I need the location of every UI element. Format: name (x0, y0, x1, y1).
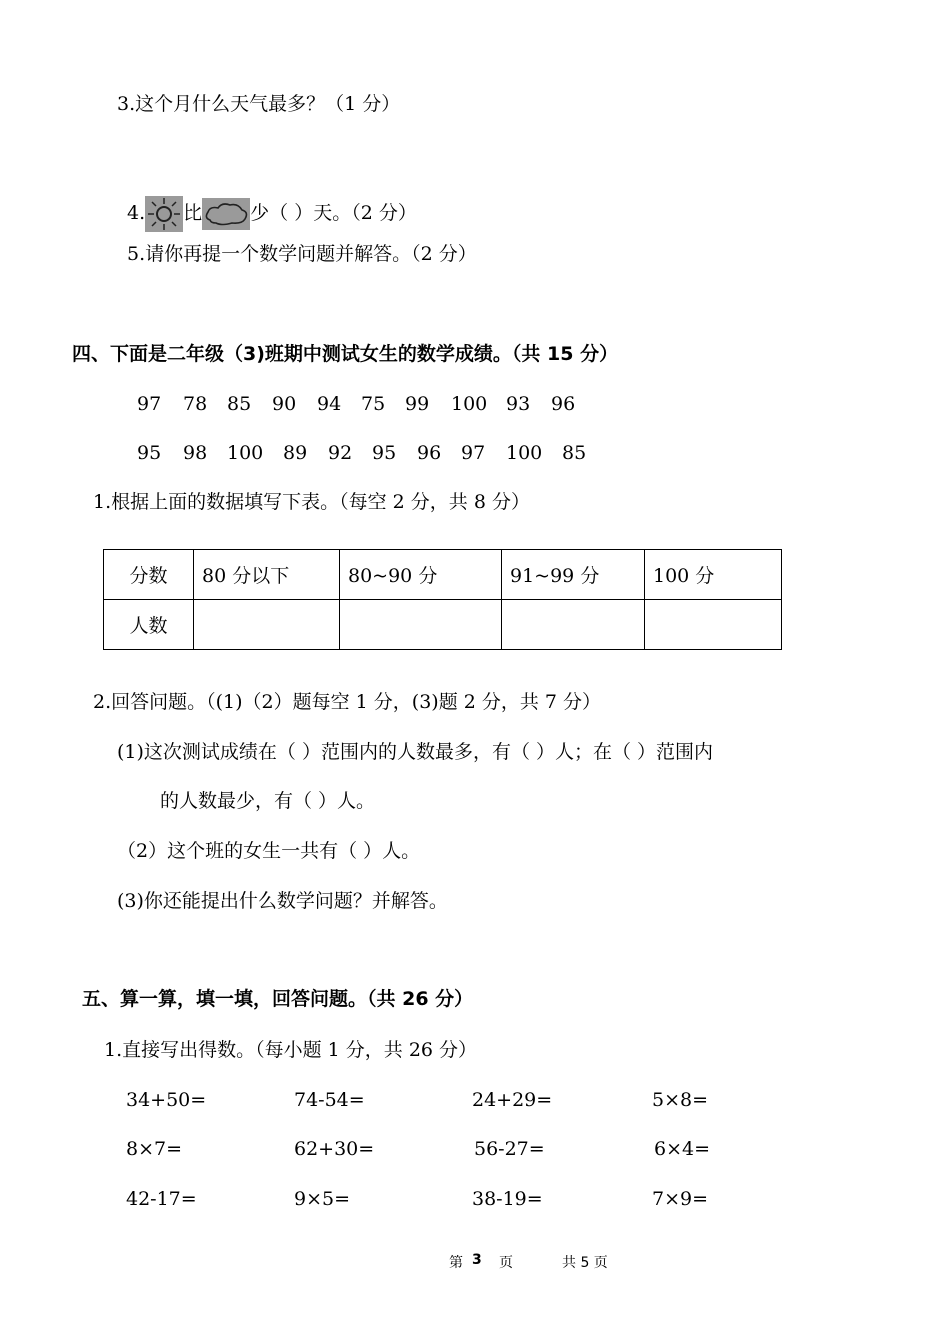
score-value: 85 (562, 442, 587, 464)
section-5-title: 五、算一算，填一填，回答问题。（共 26 分） (82, 988, 474, 1010)
q4-suffix: 少（ ）天。（2 分） (250, 202, 417, 224)
table-row-label: 人数 (104, 600, 194, 650)
arithmetic-problem: 24+29= (472, 1089, 553, 1111)
score-value: 97 (137, 393, 162, 415)
table-row (104, 600, 782, 650)
score-value: 89 (283, 442, 308, 464)
arithmetic-problem: 7×9= (652, 1188, 709, 1210)
score-value: 100 (506, 442, 543, 464)
footer-page-number: 3 (472, 1252, 482, 1268)
section-4-q2-3: (3)你还能提出什么数学问题？并解答。 (117, 890, 448, 912)
answer-cell[interactable] (502, 600, 645, 650)
table-header-cell: 100 分 (645, 550, 782, 600)
section-4-q2-1a: (1)这次测试成绩在（ ）范围内的人数最多，有（ ）人；在（ ）范围内 (117, 741, 714, 763)
arithmetic-problem: 6×4= (654, 1138, 711, 1160)
score-value: 92 (328, 442, 353, 464)
table-row (104, 550, 782, 600)
section-4-q2-1b: 的人数最少，有（ ）人。 (160, 790, 376, 812)
score-value: 95 (137, 442, 162, 464)
score-value: 96 (551, 393, 576, 415)
arithmetic-problem: 34+50= (126, 1089, 207, 1111)
score-value: 75 (361, 393, 386, 415)
score-value: 99 (405, 393, 430, 415)
arithmetic-problem: 5×8= (652, 1089, 709, 1111)
q4-mid: 比 (183, 202, 203, 224)
question-4 (127, 196, 417, 232)
footer-page-label: 第 (449, 1255, 463, 1271)
sun-icon (145, 196, 183, 232)
score-value: 100 (227, 442, 264, 464)
answer-cell[interactable] (340, 600, 502, 650)
score-value: 100 (451, 393, 488, 415)
arithmetic-problem: 38-19= (472, 1188, 543, 1210)
footer-total: 共 5 页 (562, 1255, 608, 1271)
score-value: 94 (317, 393, 342, 415)
table-header-cell: 80 分以下 (194, 550, 340, 600)
arithmetic-problem: 9×5= (294, 1188, 351, 1210)
cloud-icon (202, 198, 250, 230)
score-value: 95 (372, 442, 397, 464)
score-table (103, 549, 782, 650)
section-4-title: 四、下面是二年级（3)班期中测试女生的数学成绩。（共 15 分） (72, 343, 619, 365)
answer-cell[interactable] (194, 600, 340, 650)
arithmetic-problem: 62+30= (294, 1138, 375, 1160)
q4-prefix: 4. (127, 202, 146, 224)
table-header-cell: 91~99 分 (502, 550, 645, 600)
table-header-cell: 分数 (104, 550, 194, 600)
question-3: 3.这个月什么天气最多？（1 分） (117, 93, 401, 115)
score-value: 78 (183, 393, 208, 415)
arithmetic-problem: 74-54= (294, 1089, 365, 1111)
answer-cell[interactable] (645, 600, 782, 650)
section-4-q2-2: （2）这个班的女生一共有（ ）人。 (117, 840, 421, 862)
footer-page-unit: 页 (499, 1255, 513, 1271)
arithmetic-problem: 42-17= (126, 1188, 197, 1210)
table-header-cell: 80~90 分 (340, 550, 502, 600)
arithmetic-problem: 8×7= (126, 1138, 183, 1160)
question-5: 5.请你再提一个数学问题并解答。（2 分） (127, 243, 477, 265)
score-value: 96 (417, 442, 442, 464)
score-value: 93 (506, 393, 531, 415)
score-value: 85 (227, 393, 252, 415)
section-4-q1: 1.根据上面的数据填写下表。（每空 2 分，共 8 分） (93, 491, 530, 513)
score-value: 97 (461, 442, 486, 464)
score-value: 90 (272, 393, 297, 415)
section-5-q1: 1.直接写出得数。（每小题 1 分，共 26 分） (104, 1039, 478, 1061)
score-value: 98 (183, 442, 208, 464)
arithmetic-problem: 56-27= (474, 1138, 545, 1160)
section-4-q2: 2.回答问题。（(1)（2）题每空 1 分，(3)题 2 分，共 7 分） (93, 691, 602, 713)
